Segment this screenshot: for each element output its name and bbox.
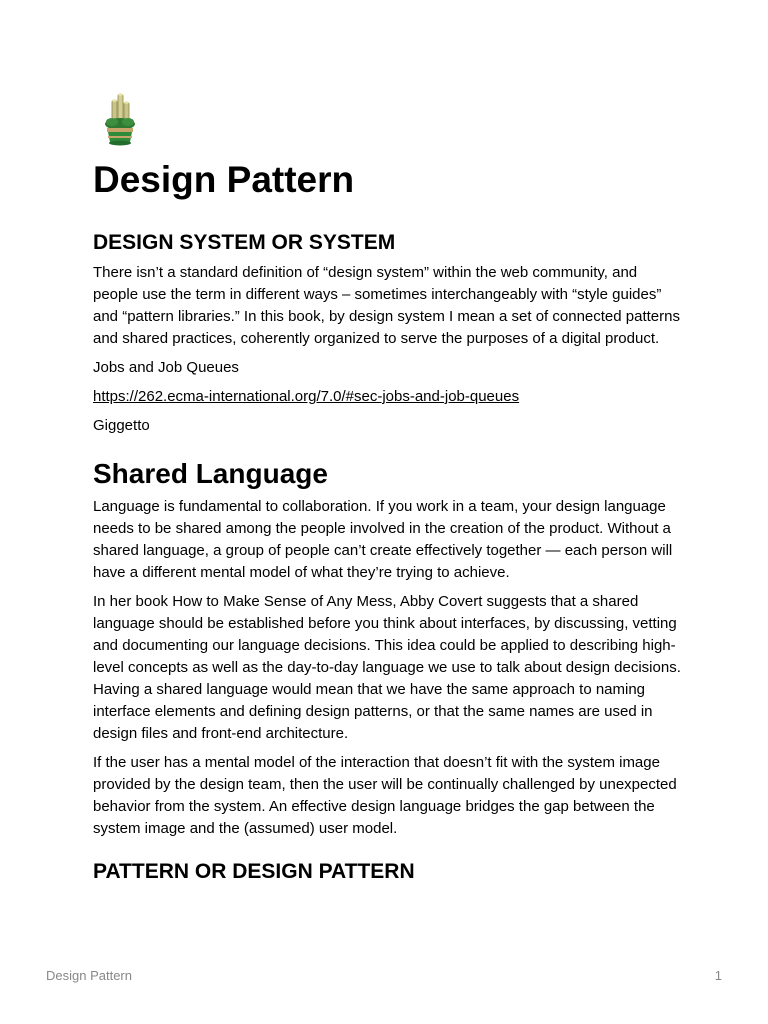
- shared-language-paragraph-1: Language is fundamental to collaboration. If you work in a team, your design language needs to be shared among the people involved in the creation of the product. Without a shared language, a group of people can’t create effectively together — each person will have a different mental model of what they’re trying to achieve.: [93, 498, 673, 581]
- footer-title: Design Pattern: [46, 968, 132, 983]
- author-name: Giggetto: [93, 417, 150, 434]
- section-heading-design-system: DESIGN SYSTEM OR SYSTEM: [93, 231, 396, 254]
- document-title: Design Pattern: [93, 159, 355, 200]
- footer-page-number: 1: [714, 968, 722, 983]
- shared-language-paragraph-3: If the user has a mental model of the interaction that doesn’t fit with the system image provided by the design team, then the user will be continually challenged by unexpected behavior from the system. An effective design language bridges the gap between the system image and the (assumed) user model.: [93, 754, 677, 837]
- jobs-note: Jobs and Job Queues: [93, 359, 239, 376]
- ecma-jobs-link[interactable]: https://262.ecma-international.org/7.0/#sec-jobs-and-job-queues: [93, 388, 520, 405]
- kadomatsu-icon: [103, 92, 137, 148]
- document-body: [93, 92, 683, 886]
- design-system-paragraph: There isn’t a standard definition of “design system” within the web community, and people use the term in different ways – sometimes interchangeably with “style guides” and “pattern libraries.” In this book, by design system I mean a set of connected patterns and shared practices, coherently organized to serve the purposes of a digital product.: [93, 264, 680, 347]
- section-heading-shared-language: Shared Language: [93, 458, 328, 489]
- section-heading-pattern: PATTERN OR DESIGN PATTERN: [93, 860, 415, 883]
- shared-language-paragraph-2: In her book How to Make Sense of Any Mess, Abby Covert suggests that a shared language should be established before you think about interfaces, by discussing, vetting and documenting our language decisions. This idea could be applied to describing high-level concepts as well as the day-to-day language we use to talk about design decisions. Having a shared language would mean that we have the same approach to naming interface elements and defining design patterns, or that the same names are used in design files and front-end architecture.: [93, 593, 681, 742]
